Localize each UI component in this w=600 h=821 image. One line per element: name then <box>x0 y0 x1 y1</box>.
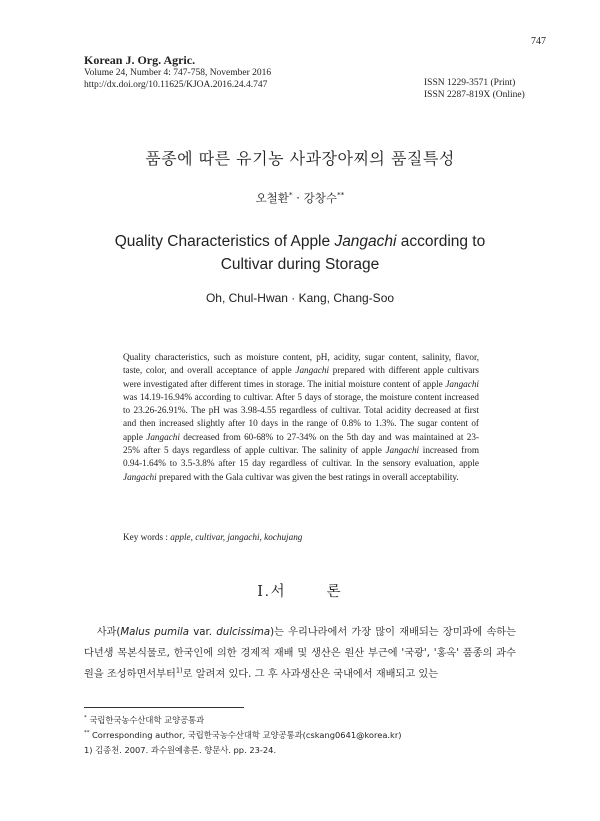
title-italic-term: Jangachi <box>334 233 397 250</box>
footnote-divider <box>84 707 244 708</box>
title-english-line2: Cultivar during Storage <box>220 256 380 273</box>
title-korean: 품종에 따른 유기농 사과장아찌의 품질특성 <box>145 149 455 168</box>
doi-link[interactable]: http://dx.doi.org/10.11625/KJOA.2016.24.4.747 <box>84 80 268 90</box>
footnote-1: * 국립한국농수산대학 교양공통과 <box>84 715 205 725</box>
footnote-ref: 1) <box>175 666 183 675</box>
author-separator: · <box>296 191 300 205</box>
abstract: Quality characteristics, such as moisture content, pH, acidity, sugar content, salinity, flavor, taste, color, and overall acceptance of apple Jangachi prepared with different apple cultivars were investigated after different times in storage. The initial moisture content of apple Jangachi was 14.19-16.94% according to cultivar. After 5 days of storage, the moisture content increased to 23.26-26.91%. The pH was 3.98-4.55 regardless of cultivar. Total acidity decreased at first and then increased slightly after 10 days in the range of 0.8% to 1.3%. The sugar content of apple Jangachi decreased from 60-68% to 27-34% on the 5th day and was maintained at 23-25% after 5 days regardless of apple cultivar. The salinity of apple Jangachi increased from 0.94-1.64% to 3.5-3.8% after 15 day regardless of cultivar. In the sensory evaluation, apple Jangachi prepared with the Gala cultivar was given the best ratings in overall acceptability. <box>123 352 480 482</box>
title-english <box>0 230 600 276</box>
footnotes <box>84 713 524 758</box>
issn-print: ISSN 1229-3571 (Print) <box>424 78 516 88</box>
journal-header <box>84 54 271 91</box>
keywords <box>123 532 479 542</box>
section-heading: Ⅰ.서 론 <box>257 584 343 600</box>
journal-name: Korean J. Org. Agric. <box>84 53 196 67</box>
page-number: 747 <box>531 36 546 47</box>
title-english-line1: Quality Characteristics of Apple Jangachi according to <box>114 233 486 250</box>
authors-english: Oh, Chul-Hwan · Kang, Chang-Soo <box>205 291 395 305</box>
body-paragraph: 사과(Malus pumila var. dulcissima)는 우리나라에서 가장 많이 재배되는 장미과에 속하는 다년생 목본식물로, 한국인에 의한 경제적 재배 및 생산은 원산 부근에 '국광', '홍옥' 품종의 과수원을 조성하면서부터$^{1)}$로 알려져 있다. 그 후 사과생산은 국내에서 재배되고 있는 <box>84 627 516 680</box>
volume-line: Volume 24, Number 4: 747-758, November 2016 <box>84 68 272 78</box>
author-2: 강창수 <box>303 191 337 205</box>
authors-korean <box>0 190 600 206</box>
keywords-terms: apple, cultivar, jangachi, kochujang <box>170 532 303 542</box>
footnote-2: ** Corresponding author, 국립한국농수산대학 교양공통과(cskang0641@korea.kr) <box>84 730 402 740</box>
issn-block <box>424 78 525 101</box>
keywords-label: Key words : <box>123 532 171 542</box>
author-2-mark: ** <box>336 190 345 200</box>
issn-online: ISSN 2287-819X (Online) <box>424 89 525 100</box>
footnote-3: 1) 김종천. 2007. 과수원예총론. 향문사. pp. 23-24. <box>84 745 277 755</box>
section-number: Ⅰ. <box>257 584 271 600</box>
author-1-mark: * <box>288 190 293 200</box>
author-1: 오철환 <box>255 191 289 205</box>
